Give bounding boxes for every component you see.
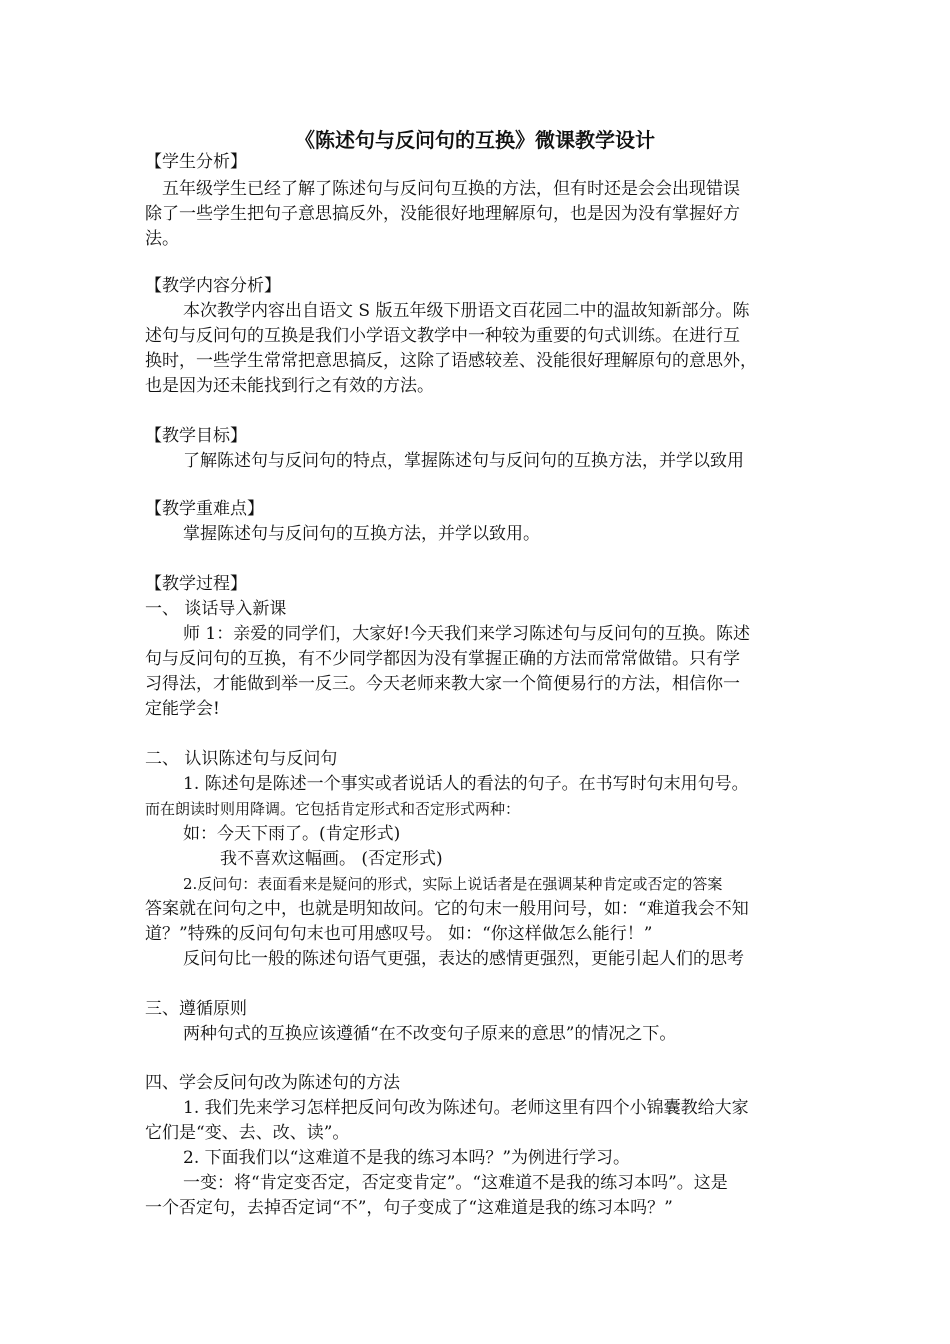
paragraph-line: 2.反问句：表面看来是疑问的形式，实际上说话者是在强调某种肯定或否定的答案: [183, 875, 723, 893]
paragraph-line: 两种句式的互换应该遵循“在不改变句子原来的意思”的情况之下。: [183, 1024, 677, 1044]
paragraph-line: 2. 下面我们以“这难道不是我的练习本吗？”为例进行学习。: [183, 1148, 631, 1168]
paragraph-line: 习得法，才能做到举一反三。今天老师来教大家一个简便易行的方法，相信你一: [145, 674, 740, 694]
step-heading: 四、学会反问句改为陈述句的方法: [145, 1073, 400, 1093]
section-heading-teaching-process: 【教学过程】: [145, 574, 247, 594]
paragraph-line: 掌握陈述句与反问句的互换方法，并学以致用。: [183, 524, 540, 544]
paragraph-line: 了解陈述句与反问句的特点，掌握陈述句与反问句的互换方法，并学以致用: [183, 451, 744, 471]
section-heading-content-analysis: 【教学内容分析】: [145, 276, 281, 296]
paragraph-line: 答案就在问句之中，也就是明知故问。它的句末一般用问号，如：“难道我会不知: [145, 899, 749, 919]
paragraph-line: 法。: [145, 229, 179, 249]
paragraph-line: 句与反问句的互换，有不少同学都因为没有掌握正确的方法而常常做错。只有学: [145, 649, 740, 669]
paragraph-line: 五年级学生已经了解了陈述句与反问句互换的方法，但有时还是会会出现错误: [162, 179, 740, 199]
paragraph-line: 也是因为还未能找到行之有效的方法。: [145, 376, 434, 396]
section-heading-teaching-goals: 【教学目标】: [145, 426, 247, 446]
document-title: 《陈述句与反问句的互换》微课教学设计: [295, 128, 655, 152]
paragraph-line: 1. 陈述句是陈述一个事实或者说话人的看法的句子。在书写时句末用句号。: [183, 774, 749, 794]
paragraph-line: 本次教学内容出自语文 S 版五年级下册语文百花园二中的温故知新部分。陈: [183, 301, 750, 321]
step-heading: 三、遵循原则: [145, 999, 247, 1019]
paragraph-line: 它们是“变、去、改、读”。: [145, 1123, 350, 1143]
paragraph-line: 一变：将“肯定变否定，否定变肯定”。“这难道不是我的练习本吗”。这是: [183, 1173, 728, 1193]
paragraph-line: 一个否定句，去掉否定词“不”，句子变成了“这难道是我的练习本吗？”: [145, 1198, 673, 1218]
section-heading-student-analysis: 【学生分析】: [145, 152, 247, 172]
paragraph-line: 1. 我们先来学习怎样把反问句改为陈述句。老师这里有四个小锦囊教给大家: [183, 1098, 749, 1118]
step-heading: 二、 认识陈述句与反问句: [145, 749, 338, 769]
paragraph-line: 师 1：亲爱的同学们，大家好!今天我们来学习陈述句与反问句的互换。陈述: [183, 624, 751, 644]
paragraph-line: 换时，一些学生常常把意思搞反，这除了语感较差、没能很好理解原句的意思外，: [145, 351, 757, 371]
step-heading: 一、 谈话导入新课: [145, 599, 287, 619]
paragraph-line: 述句与反问句的互换是我们小学语文教学中一种较为重要的句式训练。在进行互: [145, 326, 740, 346]
paragraph-line: 定能学会!: [145, 699, 220, 719]
section-heading-key-points: 【教学重难点】: [145, 499, 264, 519]
example-line: 我不喜欢这幅画。 (否定形式): [220, 849, 443, 869]
example-line: 如：今天下雨了。(肯定形式): [183, 824, 401, 844]
paragraph-line: 道？”特殊的反问句句末也可用感叹号。 如：“你这样做怎么能行！”: [145, 924, 653, 944]
paragraph-line: 除了一些学生把句子意思搞反外，没能很好地理解原句，也是因为没有掌握好方: [145, 204, 740, 224]
paragraph-line: 而在朗读时则用降调。它包括肯定形式和否定形式两种：: [145, 800, 521, 818]
paragraph-line: 反问句比一般的陈述句语气更强，表达的感情更强烈，更能引起人们的思考: [183, 949, 744, 969]
